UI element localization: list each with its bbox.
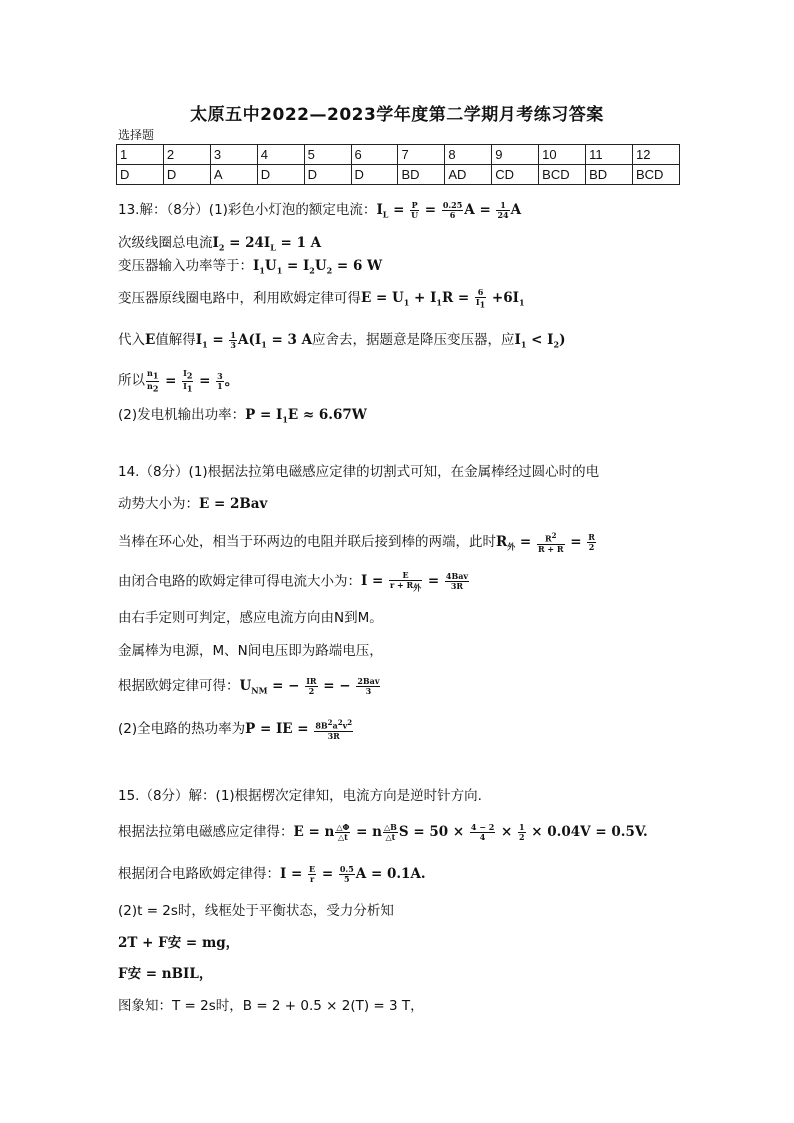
table-cell: D [351, 165, 398, 185]
table-cell: BCD [539, 165, 586, 185]
table-cell: 10 [539, 145, 586, 165]
table-cell: 1 [117, 145, 164, 165]
formula: $\frac{n_1}{n_2}$ = $\frac{I_2}{I_1}$ = $\frac{3}{1}$ 。 [147, 368, 239, 394]
q14-line-7: 根据欧姆定律可得：$U_{NM}$ = − $\frac{IR}{2}$ = − $\frac{\text{2Bav}}{3}$ [118, 676, 380, 696]
formula: $R_外$ = $\frac{R^2}{R + R}$ = $\frac{R}{2}$ [496, 531, 595, 554]
table-cell: BD [586, 165, 633, 185]
table-cell: BD [398, 165, 445, 185]
q13-line-3: 变压器输入功率等于：$I_1U_1 = I_2U_2 = 6$ W [118, 258, 383, 276]
q15-line-2: 根据法拉第电磁感应定律得：E = n $\frac{\triangle\Phi}{\triangle t}$ = n $\frac{\triangle B}{\triangle t}$ S = 50 × $\frac{4 - 2}{4}$ × $\frac{1}{2}$ × 0.04V = 0.5V. [118, 822, 648, 842]
q15-line-7: 图象知：T = 2s时，B = 2 + 0.5 × 2(T) = 3 T， [118, 998, 424, 1014]
q14-line-4: 由闭合电路的欧姆定律可得电流大小为：I = $\frac{E}{r + R_外}$ = $\frac{\text{4Bav}}{3R}$ [118, 570, 469, 593]
table-cell: 6 [351, 145, 398, 165]
formula: $P = I_1E \approx 6.67W$ [245, 407, 367, 425]
formula: P = IE = $\frac{8B^2a^2v^2}{3R}$ [245, 718, 353, 741]
formula: E = 2Bav [199, 496, 268, 512]
table-cell: AD [445, 165, 492, 185]
q15-line-5: 2T + F安 = mg， [118, 935, 240, 951]
formula: E = n $\frac{\triangle\Phi}{\triangle t}$ = n $\frac{\triangle B}{\triangle t}$ S = 50 × $\frac{4 - 2}{4}$ × $\frac{1}{2}$ × 0.04V = 0.5V. [293, 822, 648, 842]
choice-section-label: 选择题 [118, 128, 155, 142]
q13-line-4: 变压器原线圈电路中，利用欧姆定律可得$E = U_1 + I_1R$ = $\frac{6}{I_1}$ $+6I_1$ [118, 287, 525, 310]
formula: $I_2 = 24I_L = 1$ A [212, 235, 322, 253]
table-cell: D [304, 165, 351, 185]
table-cell: CD [492, 165, 539, 185]
q13-line-6: 所以 $\frac{n_1}{n_2}$ = $\frac{I_2}{I_1}$ = $\frac{3}{1}$ 。 [118, 368, 239, 394]
table-cell: 7 [398, 145, 445, 165]
table-cell: A [210, 165, 257, 185]
table-cell: D [163, 165, 210, 185]
formula: $I_1$ = $\frac{1}{3}$ $A(I_1 = 3$ A [195, 330, 313, 350]
choice-answer-table [116, 144, 680, 185]
table-cell: 11 [586, 145, 633, 165]
table-cell: BCD [632, 165, 679, 185]
table-cell: 4 [257, 145, 304, 165]
formula: I = $\frac{E}{r}$ = $\frac{0.5}{5}$ A = 0.1A. [280, 864, 426, 884]
table-cell: 9 [492, 145, 539, 165]
formula: $I_L$ = $\frac{P}{U}$ = $\frac{0.25}{6}$ A = $\frac{1}{24}$ A [376, 200, 522, 220]
table-cell: 2 [163, 145, 210, 165]
formula: $U_{NM}$ = − $\frac{IR}{2}$ = − $\frac{\text{2Bav}}{3}$ [239, 676, 380, 696]
table-row-numbers [117, 145, 680, 165]
table-cell: 12 [632, 145, 679, 165]
table-cell: D [257, 165, 304, 185]
q13-line-1: 13.解：（8分）(1)彩色小灯泡的额定电流：$I_L$ = $\frac{P}{U}$ = $\frac{0.25}{6}$ A = $\frac{1}{24}$ A [118, 200, 522, 220]
q14-line-5: 由右手定则可判定，感应电流方向由N到M。 [118, 610, 383, 626]
q14-line-1: 14.（8分）(1)根据法拉第电磁感应定律的切割式可知，在金属棒经过圆心时的电 [118, 464, 600, 480]
formula: $I_1U_1 = I_2U_2 = 6$ W [253, 258, 383, 276]
table-cell: 8 [445, 145, 492, 165]
q14-line-6: 金属棒为电源，M、N间电压即为路端电压， [118, 643, 383, 659]
q15-line-1: 15.（8分）解：(1)根据楞次定律知，电流方向是逆时针方向. [118, 788, 482, 804]
table-row-answers [117, 165, 680, 185]
q14-line-8: (2)全电路的热功率为P = IE = $\frac{8B^2a^2v^2}{3R}$ [118, 718, 353, 741]
table-cell: D [117, 165, 164, 185]
q13-line-5: 代入E值解得$I_1$ = $\frac{1}{3}$ $A(I_1 = 3$ A应舍去，据题意是降压变压器，应$I_1 < I_2$) [118, 330, 566, 350]
q14-line-3: 当棒在环心处，相当于环两边的电阻并联后接到棒的两端，此时$R_外$ = $\frac{R^2}{R + R}$ = $\frac{R}{2}$ [118, 531, 595, 554]
formula: $E = U_1 + I_1R$ = $\frac{6}{I_1}$ $+6I_1$ [361, 287, 525, 310]
q13-line-2: 次级线圈总电流$I_2 = 24I_L = 1$ A [118, 235, 322, 253]
table-cell: 3 [210, 145, 257, 165]
q15-line-3: 根据闭合电路欧姆定律得：I = $\frac{E}{r}$ = $\frac{0.5}{5}$ A = 0.1A. [118, 864, 426, 884]
table-cell: 5 [304, 145, 351, 165]
q15-line-6: F安 = nBIL， [118, 966, 213, 982]
q14-line-2: 动势大小为：E = 2Bav [118, 496, 268, 512]
q15-line-4: (2)t = 2s时，线框处于平衡状态，受力分析知 [118, 903, 394, 919]
q13-line-7: (2)发电机输出功率：$P = I_1E \approx 6.67W$ [118, 407, 367, 425]
page-title: 太原五中2022—2023学年度第二学期月考练习答案 [190, 105, 604, 125]
formula: I = $\frac{E}{r + R_外}$ = $\frac{\text{4Bav}}{3R}$ [361, 570, 469, 593]
